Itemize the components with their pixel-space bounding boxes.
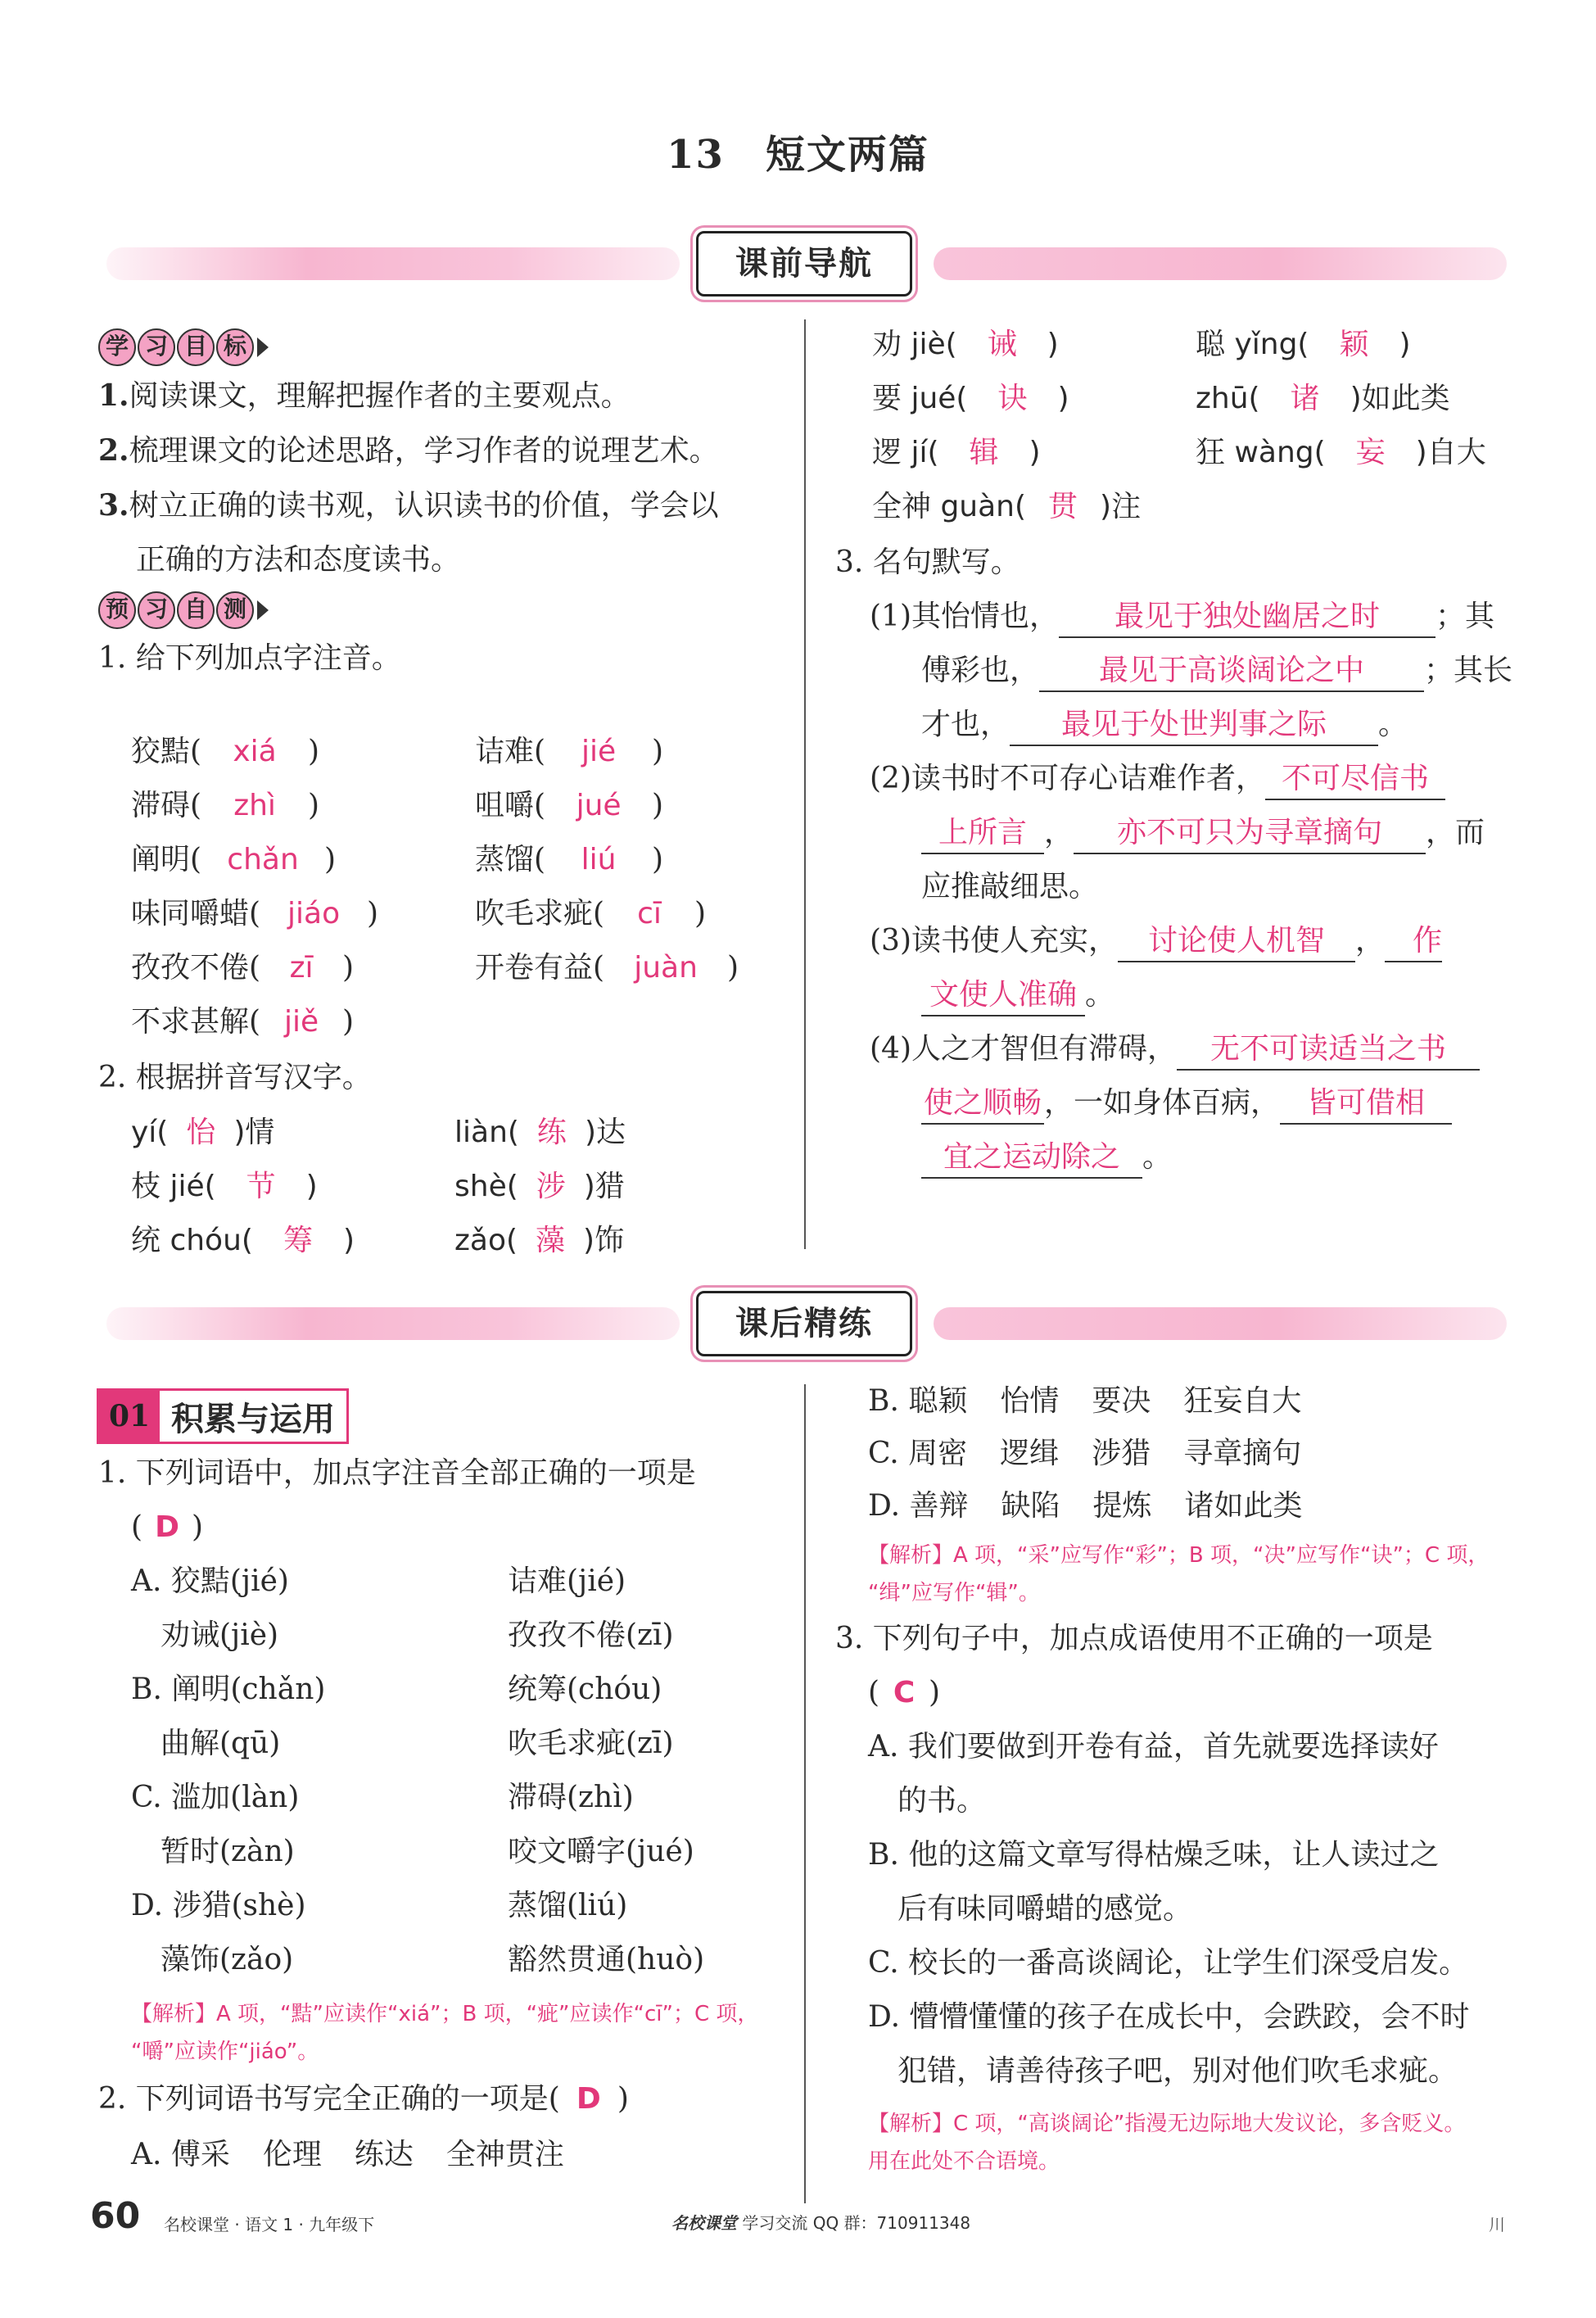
option-cell: D. 涉猎(shè) bbox=[131, 1889, 306, 1922]
pinyin-item: 狡黠( xiá ) bbox=[131, 735, 320, 768]
hanzi-item: 聪 yǐng( 颖 ) bbox=[1196, 328, 1411, 361]
option-cell: 劝诫(jiè) bbox=[131, 1619, 279, 1652]
exercise-3-answer: ( C ) bbox=[868, 1676, 941, 1709]
goal-item: 2.梳理课文的论述思路，学习作者的说理艺术。 bbox=[98, 433, 719, 468]
hanzi-item: 全神 guàn( 贯 )注 bbox=[872, 490, 1142, 523]
recitation-line: 上所言 ， 亦不可只为寻章摘句 ，而 bbox=[921, 806, 1485, 860]
goal-item: 3.树立正确的读书观，认识读书的价值，学会以 bbox=[98, 488, 719, 523]
analysis-note: 【解析】C 项，“高谈阔论”指漫无边际地大发议论，多含贬义。 bbox=[868, 2112, 1466, 2136]
option-row: B. 聪颖 怡情 要决 狂妄自大 bbox=[868, 1384, 1302, 1418]
recitation-line: 宜之运动除之 。 bbox=[921, 1130, 1172, 1184]
option-cell: 曲解(qū) bbox=[131, 1727, 281, 1760]
recitation-line: 文使人准确 。 bbox=[921, 968, 1114, 1022]
footer-logo: 名校课堂 bbox=[671, 2213, 737, 2233]
option-line: D. 懵懵懂懂的孩子在成长中，会跌跤，会不时 bbox=[868, 2000, 1470, 2034]
analysis-note: “嚼”应读作“jiáo”。 bbox=[131, 2040, 319, 2064]
recitation-line: (1)其怡情也， 最见于独处幽居之时 ；其 bbox=[870, 590, 1494, 644]
left-column-preview bbox=[98, 326, 786, 686]
exercise-1-answer: ( D ) bbox=[131, 1510, 204, 1544]
hanzi-item: 要 jué( 诀 ) bbox=[872, 382, 1069, 415]
question-title: 1. 给下列加点字注音。 bbox=[98, 641, 401, 675]
analysis-note: “缉”应写作“辑”。 bbox=[868, 1581, 1040, 1605]
goal-item: 正确的方法和态度读书。 bbox=[136, 543, 461, 577]
analysis-note: 【解析】A 项，“采”应写作“彩”；B 项，“决”应写作“诀”；C 项， bbox=[868, 1543, 1490, 1568]
hanzi-item: 劝 jiè( 诫 ) bbox=[872, 328, 1059, 361]
option-line: B. 他的这篇文章写得枯燥乏味，让人读过之 bbox=[868, 1838, 1440, 1872]
section-banner-practice bbox=[106, 1291, 1507, 1348]
option-line: 犯错，请善待孩子吧，别对他们吹毛求疵。 bbox=[868, 2054, 1458, 2088]
hanzi-item: 逻 jí( 辑 ) bbox=[872, 436, 1041, 469]
option-line: C. 校长的一番高谈阔论，让学生们深受启发。 bbox=[868, 1946, 1469, 1980]
pinyin-item: 不求甚解( jiě ) bbox=[131, 1005, 355, 1039]
recitation-line: (3)读书使人充实， 讨论使人机智 ， 作 bbox=[870, 914, 1442, 968]
section-01-header: 01 积累与运用 bbox=[97, 1388, 349, 1444]
footer-book-title: 名校课堂 · 语文 1 · 九年级下 bbox=[164, 2215, 375, 2234]
section-banner-label: 课前导航 bbox=[696, 231, 912, 297]
option-row: C. 周密 逻缉 涉猎 寻章摘句 bbox=[868, 1437, 1302, 1470]
hanzi-item: 统 chóu( 筹 ) bbox=[131, 1224, 355, 1257]
option-cell: B. 阐明(chǎn) bbox=[131, 1673, 326, 1706]
option-cell: 蒸馏(liú) bbox=[508, 1889, 628, 1922]
option-cell: A. 狡黠(jié) bbox=[131, 1564, 289, 1598]
tag-preview-test: 预 习 自 测 bbox=[98, 589, 786, 632]
recitation-line: 应推敲细思。 bbox=[921, 870, 1099, 903]
tag-learning-goals: 学 习 目 标 bbox=[98, 326, 786, 369]
exercise-2-stem: 2. 下列词语书写完全正确的一项是( D ) bbox=[98, 2082, 629, 2116]
pinyin-item: 吹毛求疵( cī ) bbox=[475, 897, 707, 930]
option-cell: 孜孜不倦(zī) bbox=[508, 1619, 674, 1652]
pinyin-item: 滞碍( zhì ) bbox=[131, 789, 320, 822]
option-line: A. 我们要做到开卷有益，首先就要选择读好 bbox=[868, 1730, 1439, 1763]
option-cell: 藻饰(zǎo) bbox=[131, 1943, 294, 1976]
option-cell: 统筹(chóu) bbox=[508, 1673, 662, 1706]
question-title: 3. 名句默写。 bbox=[835, 546, 1020, 579]
option-row: A. 傅采 伦理 练达 全神贯注 bbox=[131, 2138, 564, 2171]
option-cell: 吹毛求疵(zī) bbox=[508, 1727, 674, 1760]
hanzi-item: zhū( 诸 )如此类 bbox=[1196, 382, 1450, 415]
recitation-line: 傅彩也， 最见于高谈阔论之中 ；其长 bbox=[921, 644, 1512, 698]
footer-qq-group: 名校课堂 学习交流 QQ 群：710911348 bbox=[671, 2213, 971, 2233]
analysis-note: 【解析】A 项，“黠”应读作“xiá”；B 项，“疵”应读作“cī”；C 项， bbox=[131, 2002, 759, 2026]
analysis-note: 用在此处不合语境。 bbox=[868, 2149, 1060, 2174]
option-cell: 豁然贯通(huò) bbox=[508, 1943, 705, 1976]
column-divider bbox=[804, 1384, 806, 2203]
recitation-line: (2)读书时不可存心诘难作者， 不可尽信书 bbox=[870, 752, 1445, 806]
page-number: 60 bbox=[90, 2195, 141, 2237]
pinyin-item: 孜孜不倦( zī ) bbox=[131, 951, 355, 985]
hanzi-item: yí( 怡 )情 bbox=[131, 1116, 275, 1149]
option-cell: 暂时(zàn) bbox=[131, 1835, 295, 1868]
column-divider bbox=[804, 319, 806, 1249]
hanzi-item: 狂 wàng( 妄 )自大 bbox=[1196, 436, 1486, 469]
pinyin-item: 咀嚼( jué ) bbox=[475, 789, 664, 822]
section-banner-preview bbox=[106, 231, 1507, 288]
recitation-line: 使之顺畅，一如身体百病， 皆可借相 bbox=[921, 1076, 1452, 1130]
option-cell: 咬文嚼字(jué) bbox=[508, 1835, 694, 1868]
recitation-line: 才也， 最见于处世判事之际 。 bbox=[921, 698, 1408, 752]
hanzi-item: zǎo( 藻 )饰 bbox=[454, 1224, 625, 1257]
hanzi-item: liàn( 练 )达 bbox=[454, 1116, 626, 1149]
exercise-1-stem: 1. 下列词语中，加点字注音全部正确的一项是 bbox=[98, 1456, 696, 1490]
goal-item: 1.阅读课文，理解把握作者的主要观点。 bbox=[98, 378, 631, 413]
option-cell: 滞碍(zhì) bbox=[508, 1781, 634, 1814]
pinyin-item: 味同嚼蜡( jiáo ) bbox=[131, 897, 379, 930]
exercise-3-stem: 3. 下列句子中，加点成语使用不正确的一项是 bbox=[835, 1622, 1433, 1655]
page-title: 13 短文两篇 bbox=[667, 132, 929, 178]
option-cell: C. 滥加(làn) bbox=[131, 1781, 300, 1814]
footer-region: 川 bbox=[1489, 2215, 1505, 2234]
pinyin-item: 蒸馏( liú ) bbox=[475, 843, 664, 876]
pinyin-item: 诘难( jié ) bbox=[475, 735, 664, 768]
pinyin-item: 阐明( chǎn ) bbox=[131, 843, 337, 876]
hanzi-item: 枝 jié( 节 ) bbox=[131, 1170, 318, 1203]
pinyin-item: 开卷有益( juàn ) bbox=[475, 951, 739, 985]
question-title: 2. 根据拼音写汉字。 bbox=[98, 1061, 372, 1094]
option-line: 的书。 bbox=[868, 1784, 987, 1818]
hanzi-item: shè( 涉 )猎 bbox=[454, 1170, 625, 1203]
recitation-line: (4)人之才智但有滞碍， 无不可读适当之书 bbox=[870, 1022, 1480, 1076]
option-row: D. 善辩 缺陷 提炼 诸如此类 bbox=[868, 1489, 1303, 1523]
option-cell: 诘难(jié) bbox=[508, 1564, 626, 1598]
section-banner-label: 课后精练 bbox=[696, 1291, 912, 1356]
option-line: 后有味同嚼蜡的感觉。 bbox=[868, 1892, 1193, 1926]
